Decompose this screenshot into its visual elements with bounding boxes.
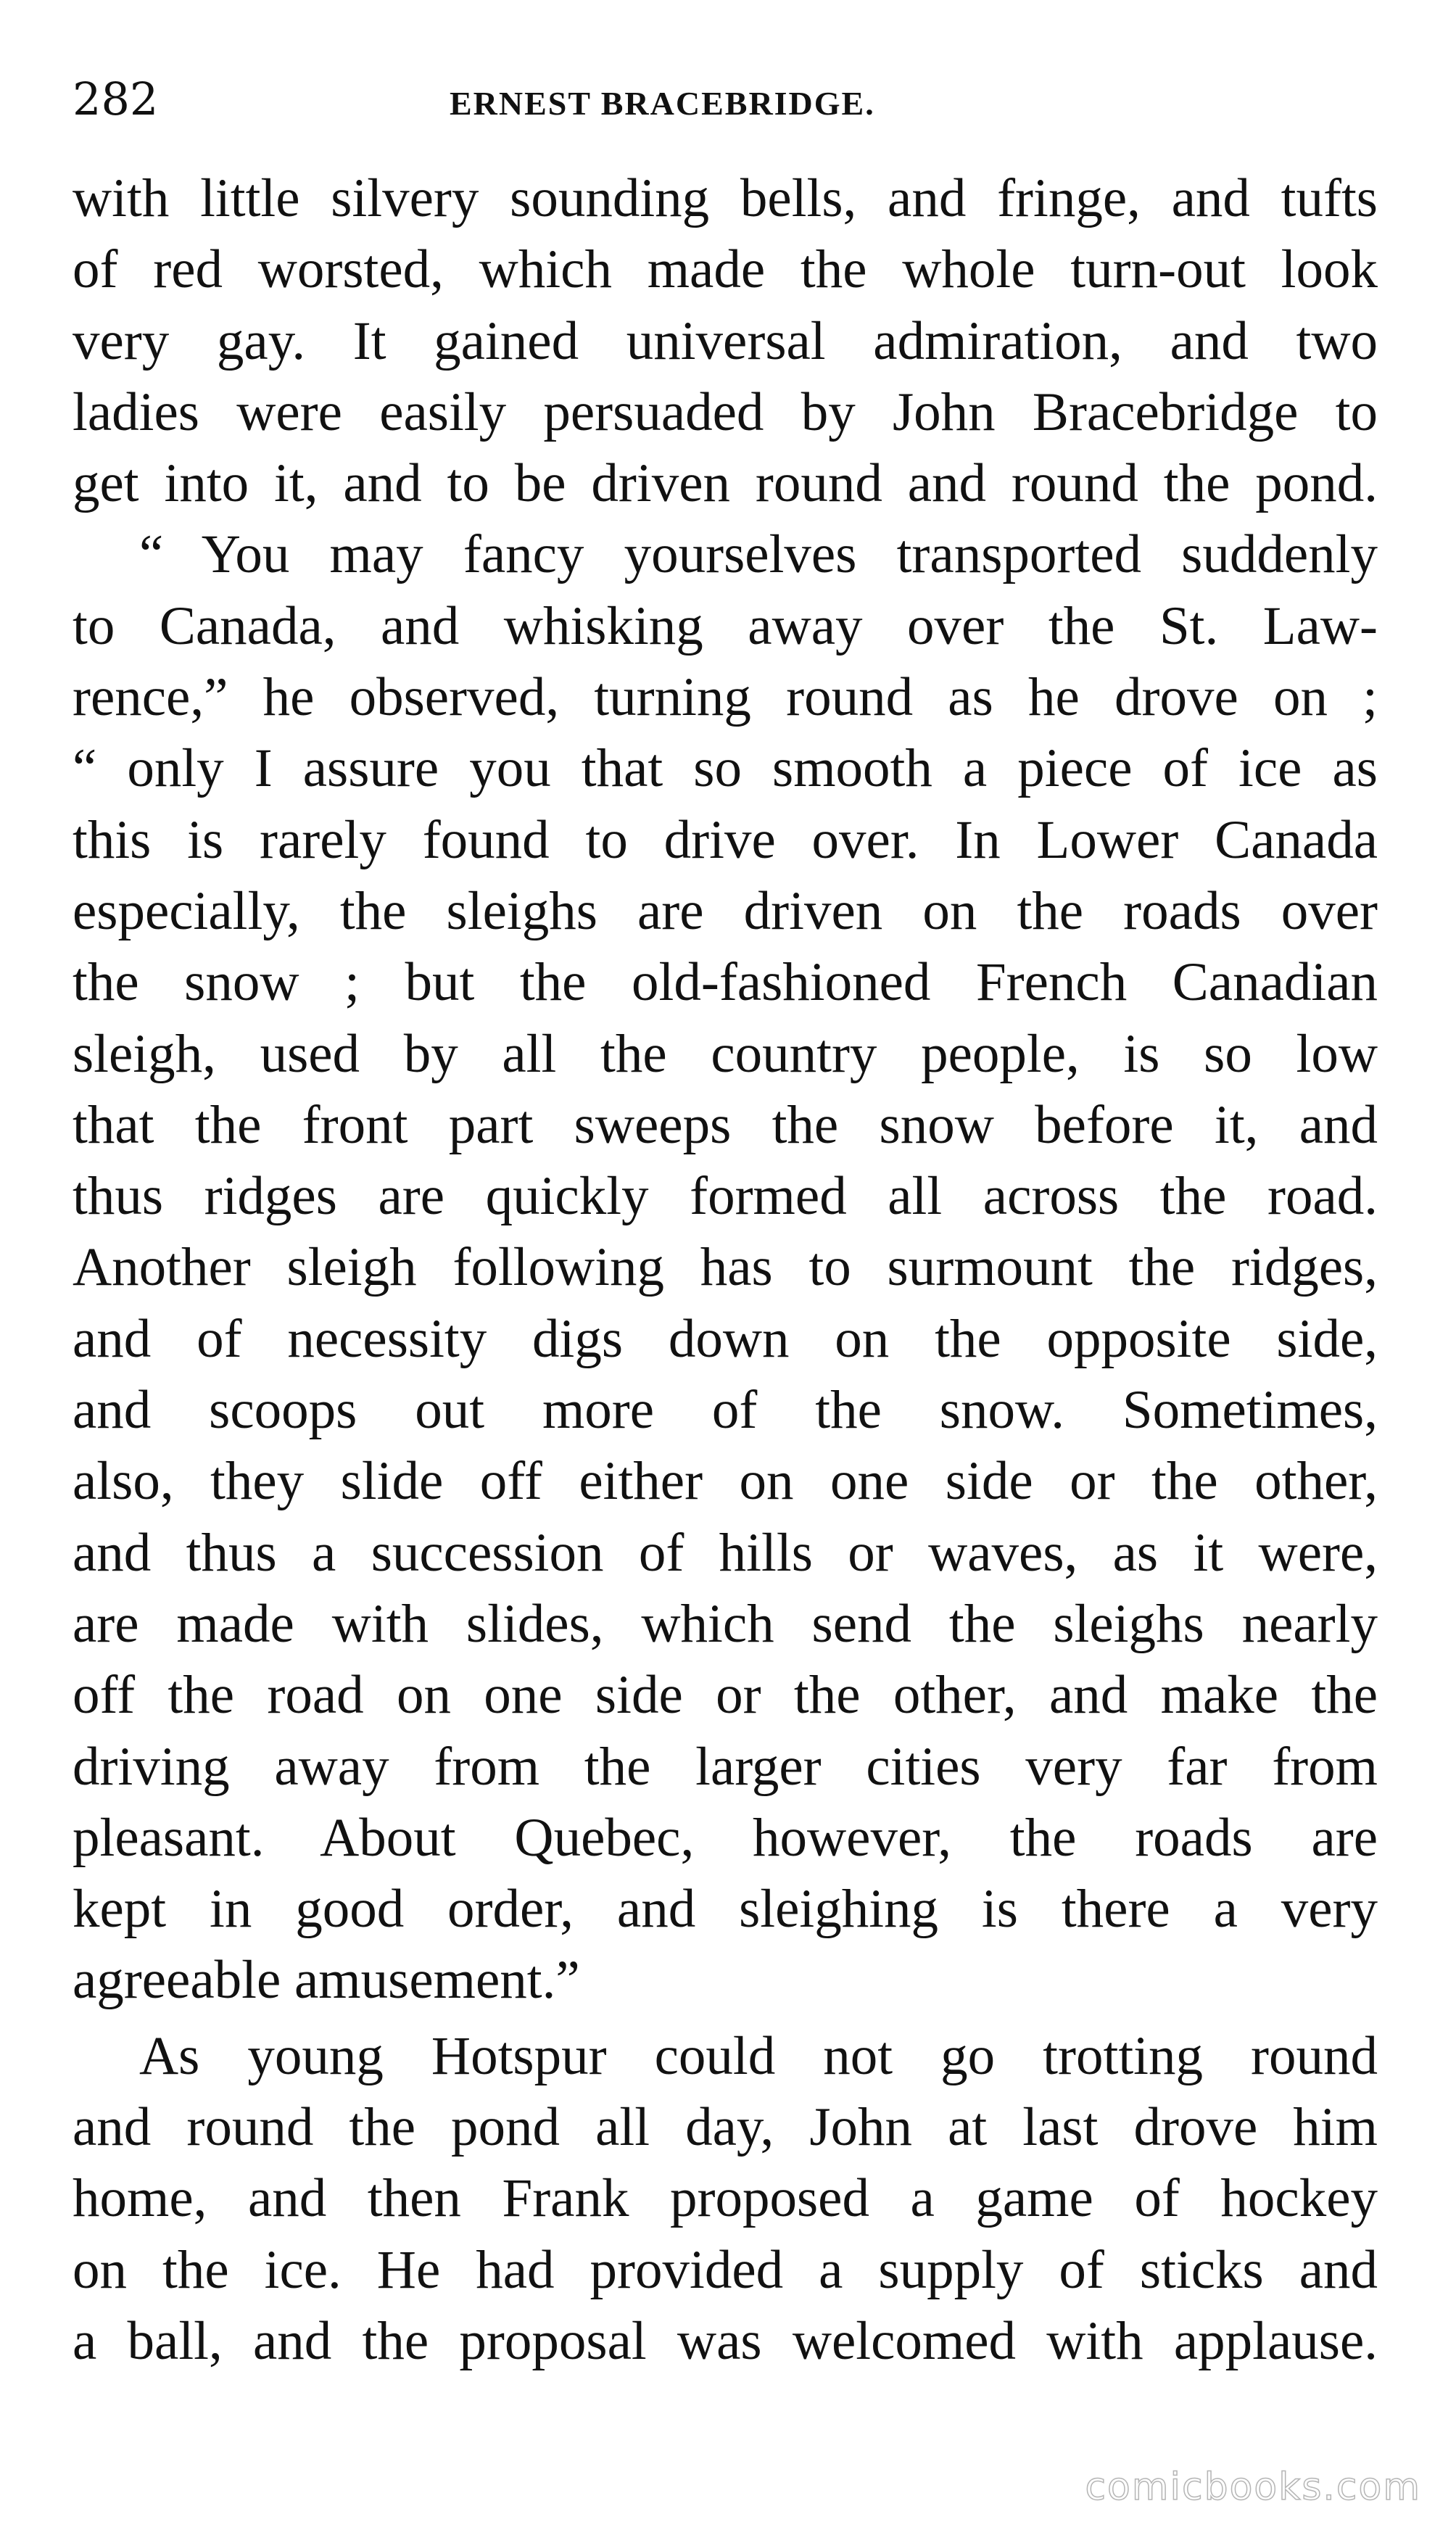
text-line: with little silvery sounding bells, and fringe, and tufts (73, 168, 1378, 228)
running-title: ERNEST BRACEBRIDGE. (450, 85, 875, 122)
text-line: home, and then Frank proposed a game of hockey (73, 2168, 1378, 2229)
text-line: of red worsted, which made the whole turn-out look (73, 239, 1378, 300)
text-line: “ You may fancy yourselves transported suddenly (139, 524, 1378, 585)
text-line: a ball, and the proposal was welcomed with applause. (73, 2310, 1378, 2371)
text-line: As young Hotspur could not go trotting round (139, 2025, 1378, 2086)
text-line: this is rarely found to drive over. In Lower Canada (73, 809, 1378, 870)
text-line: and scoops out more of the snow. Sometimes, (73, 1380, 1378, 1441)
text-line: agreeable amusement.” (73, 1950, 580, 2011)
text-line: the snow ; but the old-fashioned French Canadian (73, 952, 1378, 1013)
text-line: Another sleigh following has to surmount the ridges, (73, 1237, 1378, 1298)
text-line: driving away from the larger cities very far from (73, 1736, 1378, 1797)
text-line: kept in good order, and sleighing is there a very (73, 1879, 1378, 1940)
text-line: on the ice. He had provided a supply of sticks and (73, 2239, 1378, 2300)
page-number: 282 (73, 73, 159, 125)
text-line: ladies were easily persuaded by John Bracebridge to (73, 381, 1378, 442)
text-line: very gay. It gained universal admiration, and two (73, 310, 1378, 371)
body-text (73, 163, 1378, 2377)
text-line: thus ridges are quickly formed all across the road. (73, 1166, 1378, 1227)
text-line: especially, the sleighs are driven on the roads over (73, 880, 1378, 941)
page-header (73, 67, 1378, 132)
text-line: that the front part sweeps the snow before it, and (73, 1094, 1378, 1155)
text-line: get into it, and to be driven round and round the pond. (73, 453, 1378, 514)
text-line: off the road on one side or the other, and make the (73, 1665, 1378, 1726)
text-line: pleasant. About Quebec, however, the roads are (73, 1807, 1378, 1868)
text-line: and of necessity digs down on the opposite side, (73, 1308, 1378, 1369)
watermark-logo: comicbooks.com (1085, 2465, 1421, 2509)
text-line: also, they slide off either on one side or the other, (73, 1451, 1378, 1512)
text-line: “ only I assure you that so smooth a piece of ice as (73, 738, 1378, 799)
text-line: are made with slides, which send the sleighs nearly (73, 1593, 1378, 1654)
text-line: rence,” he observed, turning round as he drove on ; (73, 667, 1378, 728)
text-line: and thus a succession of hills or waves, as it were, (73, 1522, 1378, 1583)
text-line: to Canada, and whisking away over the St. Law- (73, 595, 1378, 656)
text-line: and round the pond all day, John at last drove him (73, 2097, 1378, 2158)
text-line: sleigh, used by all the country people, is so low (73, 1023, 1378, 1084)
